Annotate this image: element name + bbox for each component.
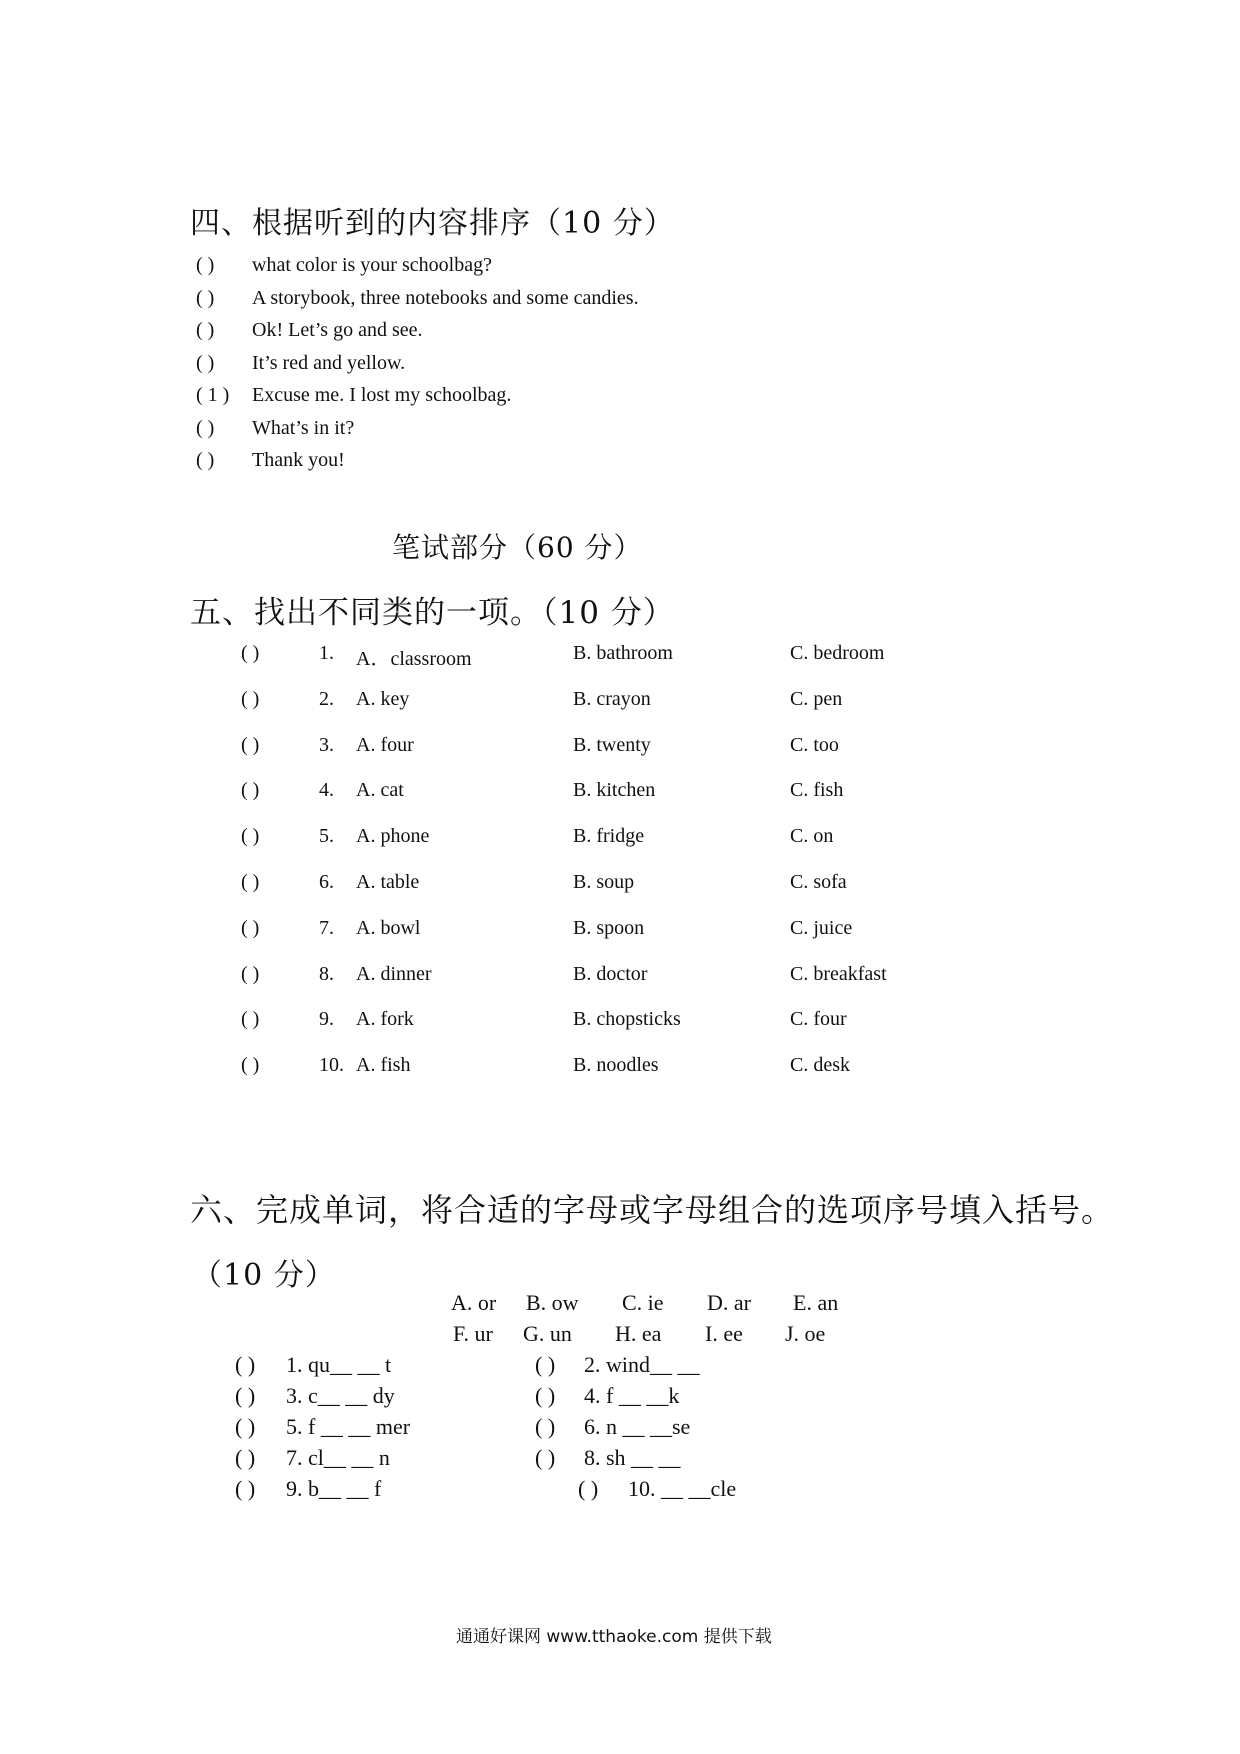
answer-blank[interactable]: ( ) [241,871,260,893]
question-number: 4. [319,779,334,802]
option-c: C. desk [790,1054,850,1077]
question-number: 8. [319,962,334,985]
option-a: A. key [356,687,410,710]
section-6-score: （10 分） [192,1258,336,1293]
option-b: B. noodles [573,1054,659,1077]
word-blank: 4. f __ __k [584,1383,680,1408]
word-blank: 5. f __ __ mer [286,1414,411,1439]
sentence-text: Thank you! [252,449,345,471]
section-4-title: 四、根据听到的内容排序（10 分） [190,206,675,241]
answer-blank[interactable]: ( ) [241,1008,260,1031]
option-b: B. kitchen [573,779,656,802]
question-number: 2. [319,687,334,710]
option-b: B. doctor [573,962,648,985]
answer-blank[interactable]: ( ) [235,1352,256,1377]
option-a: A. fish [356,1054,411,1077]
answer-blank[interactable]: ( ) [241,687,260,710]
answer-blank[interactable]: ( ) [535,1445,556,1470]
option-c: C. sofa [790,871,847,893]
word-blank: 9. b__ __ f [286,1476,382,1501]
option-c: C. juice [790,916,853,939]
word-blank: 8. sh __ __ [584,1445,681,1470]
question-number: 6. [319,871,334,893]
word-blank: 1. qu__ __ t [286,1352,392,1377]
answer-blank[interactable]: ( ) [235,1445,256,1470]
option-a: A. table [356,871,420,893]
answer-blank[interactable]: ( ) [535,1414,556,1439]
option-c: C. breakfast [790,962,887,985]
option-a: A．classroom [356,648,472,670]
option-c: C. pen [790,687,843,710]
question-number: 3. [319,733,334,756]
option-a: A. bowl [356,916,421,939]
answer-blank[interactable]: ( ) [535,1352,556,1377]
letter-option: H. ea [615,1321,662,1346]
question-number: 7. [319,916,334,939]
footer-credit: 通通好课网 www.tthaoke.com 提供下载 [456,1627,772,1647]
sentence-text: It’s red and yellow. [252,351,406,374]
option-c: C. four [790,1008,847,1031]
answer-blank[interactable]: ( ) [235,1476,256,1501]
answer-blank[interactable]: ( ) [241,642,260,664]
option-b: B. crayon [573,687,651,710]
letter-option: I. ee [705,1321,743,1346]
option-a: A. dinner [356,962,432,985]
answer-blank[interactable]: ( ) [535,1383,556,1408]
option-b: B. chopsticks [573,1008,681,1031]
letter-option: D. ar [707,1290,751,1315]
answer-blank[interactable]: ( ) [196,319,215,341]
answer-blank[interactable]: ( ) [196,416,215,439]
answer-blank[interactable]: ( ) [196,286,215,309]
question-number: 5. [319,825,334,848]
letter-option: G. un [523,1321,572,1346]
option-a: A. phone [356,825,430,848]
question-number: 9. [319,1008,334,1031]
option-c: C. bedroom [790,642,885,664]
option-b: B. soup [573,871,635,893]
answer-blank[interactable]: ( ) [241,916,260,939]
letter-option: J. oe [785,1321,826,1346]
answer-blank[interactable]: ( ) [241,733,260,756]
written-part-header: 笔试部分（60 分） [392,531,643,564]
word-blank: 7. cl__ __ n [286,1445,390,1470]
letter-option: F. ur [453,1321,493,1346]
sentence-text: what color is your schoolbag? [252,254,492,276]
letter-option: C. ie [622,1290,664,1315]
option-c: C. fish [790,779,844,802]
letter-option: B. ow [526,1290,579,1315]
answer-blank[interactable]: ( ) [235,1383,256,1408]
section-6-title: 六、完成单词，将合适的字母或字母组合的选项序号填入括号。 [190,1191,1115,1229]
option-b: B. spoon [573,916,645,939]
answer-blank[interactable]: ( ) [196,351,215,374]
sentence-text: Ok! Let’s go and see. [252,319,423,341]
option-c: C. on [790,825,834,848]
option-c: C. too [790,733,839,756]
answer-blank[interactable]: ( ) [241,1054,260,1077]
answer-blank[interactable]: ( ) [241,779,260,802]
sentence-text: A storybook, three notebooks and some candies. [252,286,639,309]
answer-blank[interactable]: ( 1 ) [196,384,230,406]
option-a: A. cat [356,779,404,802]
answer-blank[interactable]: ( ) [196,449,215,471]
answer-blank[interactable]: ( ) [578,1476,599,1501]
answer-blank[interactable]: ( ) [241,825,260,848]
word-blank: 2. wind__ __ [584,1352,700,1377]
answer-blank[interactable]: ( ) [241,962,260,985]
letter-option: E. an [793,1290,839,1315]
option-b: B. twenty [573,733,651,756]
section-5-title: 五、找出不同类的一项。（10 分） [190,595,675,631]
word-blank: 3. c__ __ dy [286,1383,395,1408]
sentence-text: What’s in it? [252,416,355,439]
option-b: B. fridge [573,825,645,848]
option-b: B. bathroom [573,642,673,664]
option-a: A. four [356,733,414,756]
question-number: 10. [319,1054,344,1077]
letter-option: A. or [451,1290,497,1315]
word-blank: 10. __ __cle [628,1476,737,1501]
option-a: A. fork [356,1008,414,1031]
answer-blank[interactable]: ( ) [196,254,215,276]
sentence-text: Excuse me. I lost my schoolbag. [252,384,512,406]
question-number: 1. [319,642,334,664]
word-blank: 6. n __ __se [584,1414,691,1439]
answer-blank[interactable]: ( ) [235,1414,256,1439]
